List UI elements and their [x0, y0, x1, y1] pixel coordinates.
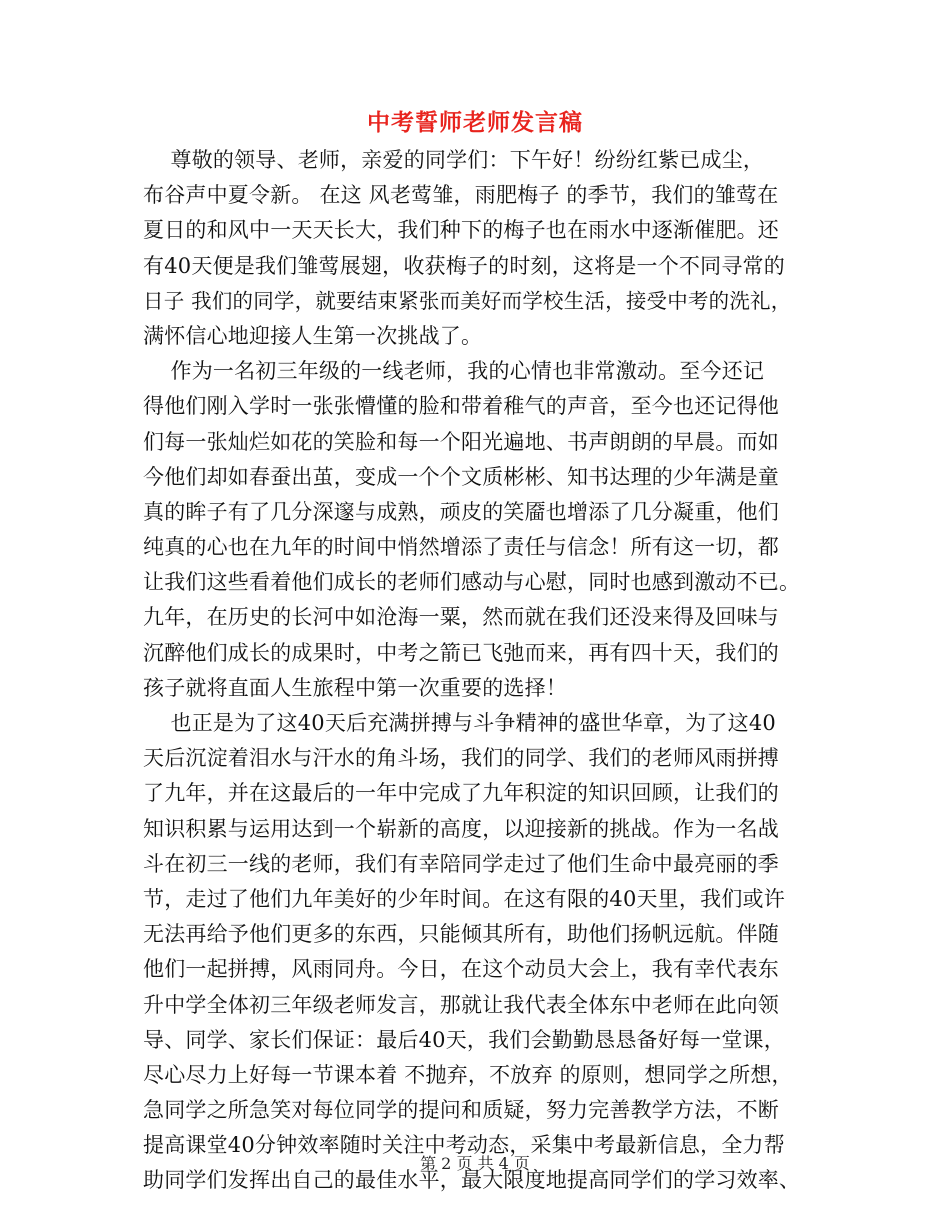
text-line: 导、同学、家长们保证：最后40天，我们会勤勤恳恳备好每一堂课，: [143, 1027, 785, 1052]
text-line: 尽心尽力上好每一节课本着 不抛弃，不放弃 的原则，想同学之所想，: [143, 1062, 793, 1087]
text-line: 孩子就将直面人生旅程中第一次重要的选择！: [143, 675, 567, 700]
text-line: 也正是为了这40天后充满拼搏与斗争精神的盛世华章，为了这40: [143, 711, 776, 735]
text-line: 无法再给予他们更多的东西，只能倾其所有，助他们扬帆远航。伴随: [143, 922, 779, 947]
text-line: 沉醉他们成长的成果时，中考之箭已飞弛而来，再有四十天，我们的: [143, 640, 779, 665]
text-line: 天后沉淀着泪水与汗水的角斗场，我们的同学、我们的老师风雨拼搏: [143, 746, 779, 771]
text-line: 作为一名初三年级的一线老师，我的心情也非常激动。至今还记: [143, 359, 765, 384]
page-number-footer: 第 2 页 共 4 页: [420, 1154, 530, 1173]
text-line: 斗在初三一线的老师，我们有幸陪同学走过了他们生命中最亮丽的季: [143, 851, 779, 876]
text-line: 夏日的和风中一天天长大，我们种下的梅子也在雨水中逐渐催肥。还: [143, 218, 779, 243]
text-line: 急同学之所急笑对每位同学的提问和质疑，努力完善教学方法，不断: [143, 1098, 779, 1123]
text-line: 了九年，并在这最后的一年中完成了九年积淀的知识回顾，让我们的: [143, 781, 779, 806]
body-text: [143, 143, 805, 1199]
text-line: 得他们刚入学时一张张懵懂的脸和带着稚气的声音，至今也还记得他: [143, 394, 779, 419]
text-line: 升中学全体初三年级老师发言，那就让我代表全体东中老师在此向领: [143, 992, 779, 1017]
text-line: 知识积累与运用达到一个崭新的高度，以迎接新的挑战。作为一名战: [143, 816, 779, 841]
text-line: 九年，在历史的长河中如沧海一粟，然而就在我们还没来得及回味与: [143, 605, 779, 630]
text-line: 尊敬的领导、老师，亲爱的同学们：下午好！纷纷红紫已成尘，: [143, 148, 765, 172]
text-line: 有40天便是我们雏莺展翅，收获梅子的时刻，这将是一个不同寻常的: [143, 253, 785, 278]
text-line: 他们一起拼搏，风雨同舟。今日，在这个动员大会上，我有幸代表东: [143, 957, 779, 982]
text-line: 提高课堂40分钟效率随时关注中考动态，采集中考最新信息，全力帮: [143, 1133, 785, 1158]
text-line: 节，走过了他们九年美好的少年时间。在这有限的40天里，我们或许: [143, 886, 785, 911]
text-line: 真的眸子有了几分深邃与成熟，顽皮的笑靥也增添了几分凝重，他们: [143, 499, 779, 524]
text-line: 让我们这些看着他们成长的老师们感动与心慰，同时也感到激动不已。: [143, 570, 801, 595]
text-line: 布谷声中夏令新。 在这 风老莺雏，雨肥梅子 的季节，我们的雏莺在: [143, 183, 779, 208]
text-line: 日子 我们的同学，就要结束紧张而美好而学校生活，接受中考的洗礼，: [143, 288, 792, 313]
document-title: 中考誓师老师发言稿: [367, 109, 583, 136]
text-line: 今他们却如春蚕出茧，变成一个个文质彬彬、知书达理的少年满是童: [143, 464, 779, 489]
text-line: 们每一张灿烂如花的笑脸和每一个阳光遍地、书声朗朗的早晨。而如: [143, 429, 779, 454]
text-line: 满怀信心地迎接人生第一次挑战了。: [143, 323, 483, 348]
text-line: 纯真的心也在九年的时间中悄然增添了责任与信念！所有这一切，都: [143, 535, 779, 560]
text-line: 助同学们发挥出自己的最佳水平，最大限度地提高同学们的学习效率、: [143, 1168, 801, 1193]
